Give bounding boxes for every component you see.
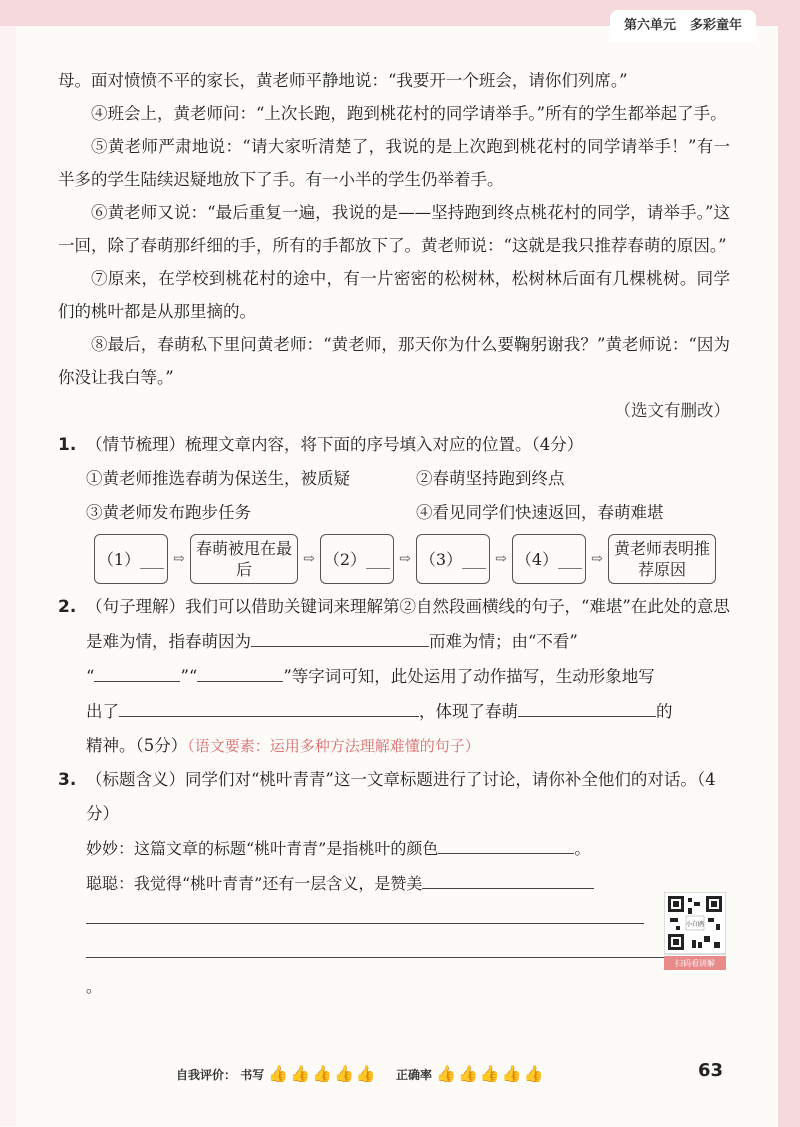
option-2: ②春萌坚持跑到终点 <box>416 469 565 488</box>
flow-step-fall-behind: 春萌被甩在最后 <box>190 534 298 584</box>
question-1 <box>58 428 730 462</box>
right-decor-bar <box>778 0 800 1127</box>
flow-step-explain: 黄老师表明推荐原因 <box>608 534 716 584</box>
plot-flow-diagram <box>94 534 730 584</box>
self-eval-label: 自我评价： <box>176 1068 237 1082</box>
self-evaluation <box>176 1064 560 1083</box>
question-2 <box>58 590 730 763</box>
question-2-text: ，体现了春萌 <box>419 702 518 721</box>
left-margin-decor <box>0 26 16 1126</box>
dialogue-miaomiao <box>86 831 730 866</box>
unit-label: 第六单元 <box>623 18 676 33</box>
answer-blank[interactable] <box>119 694 419 717</box>
answer-blank[interactable] <box>251 624 429 647</box>
dialogue-text: 。 <box>574 839 591 858</box>
answer-blank[interactable] <box>422 866 594 889</box>
question-2-text: “ <box>86 667 95 686</box>
page-number: 63 <box>698 1060 724 1081</box>
writing-label: 书写 <box>240 1068 265 1082</box>
passage-paragraph-6: ⑥黄老师又说：“最后重复一遍，我说的是——坚持跑到终点桃花村的同学，请举手。”这一回，除了春萌那纤细的手，所有的手都放下了。黄老师说：“这就是我只推荐春萌的原因。” <box>58 203 730 255</box>
question-2-text: 精神。（5分） <box>86 736 188 755</box>
arrow-icon: ⇨ <box>303 551 315 567</box>
unit-title: 多彩童年 <box>689 18 742 33</box>
answer-blank[interactable] <box>438 831 574 854</box>
answer-line[interactable] <box>86 901 644 924</box>
thumbs-icon[interactable]: 👍👍👍👍👍 <box>436 1064 546 1083</box>
answer-blank[interactable] <box>94 659 180 682</box>
question-2-text: 的 <box>656 702 673 721</box>
passage-paragraph-5: ⑤黄老师严肃地说：“请大家听清楚了，我说的是上次跑到桃花村的同学请举手！”有一半多的学生陆续迟疑地放下了手。有一小半的学生仍举着手。 <box>58 137 730 189</box>
source-note: （选文有删改） <box>614 401 730 420</box>
dialogue-text: 妙妙：这篇文章的标题“桃叶青青”是指桃叶的颜色 <box>86 839 439 858</box>
option-1: ①黄老师推选春萌为保送生，被质疑 <box>86 469 350 488</box>
question-1-number: 1. <box>58 435 77 455</box>
accuracy-label: 正确率 <box>396 1068 433 1082</box>
passage-paragraph-cont: 母。面对愤愤不平的家长，黄老师平静地说：“我要开一个班会，请你们列席。” <box>58 71 628 90</box>
dialogue-text: 。 <box>86 977 103 996</box>
skill-hint: （语文要素：运用多种方法理解难懂的句子） <box>187 737 480 755</box>
flow-blank-2[interactable]: （2）___ <box>320 534 394 584</box>
qr-label: 扫码看讲解 <box>675 959 715 968</box>
question-2-text: 而难为情；由“不看” <box>429 632 578 651</box>
question-3 <box>58 763 730 831</box>
answer-line[interactable] <box>86 935 718 958</box>
question-2-text: 出了 <box>86 702 119 721</box>
flow-blank-3[interactable]: （3）___ <box>416 534 490 584</box>
dialogue-text: 聪聪：我觉得“桃叶青青”还有一层含义，是赞美 <box>86 874 423 893</box>
question-3-number: 3. <box>58 770 77 790</box>
question-1-stem: （情节梳理）梳理文章内容，将下面的序号填入对应的位置。（4分） <box>86 435 584 454</box>
question-2-text: （句子理解）我们可以借助关键词来理解第②自然段画横线的句子，“难堪”在此处的意思是难为情，指春萌因为 <box>86 597 730 651</box>
flow-blank-1[interactable]: （1）___ <box>94 534 168 584</box>
passage-paragraph-4: ④班会上，黄老师问：“上次长跑，跑到桃花村的同学请举手。”所有的学生都举起了手。 <box>91 104 727 123</box>
arrow-icon: ⇨ <box>399 551 411 567</box>
answer-blank[interactable] <box>197 659 283 682</box>
passage-paragraph-7: ⑦原来，在学校到桃花村的途中，有一片密密的松树林，松树林后面有几棵桃树。同学们的桃叶都是从那里摘的。 <box>58 269 730 321</box>
passage-paragraph-8: ⑧最后，春萌私下里问黄老师：“黄老师，那天你为什么要鞠躬谢我？”黄老师说：“因为你没让我白等。” <box>58 335 730 387</box>
question-2-number: 2. <box>58 597 77 617</box>
question-3-stem: （标题含义）同学们对“桃叶青青”这一文章标题进行了讨论，请你补全他们的对话。（4分） <box>86 770 716 823</box>
arrow-icon: ⇨ <box>591 551 603 567</box>
qr-code[interactable] <box>664 892 726 972</box>
option-4: ④看见同学们快速返回，春萌难堪 <box>416 503 664 522</box>
question-2-text: ”“ <box>180 667 198 686</box>
unit-header <box>610 10 756 42</box>
arrow-icon: ⇨ <box>495 551 507 567</box>
dialogue-congcong <box>86 866 730 901</box>
question-2-text: ”等字词可知，此处运用了动作描写，生动形象地写 <box>283 667 655 686</box>
thumbs-icon[interactable]: 👍👍👍👍👍 <box>268 1064 378 1083</box>
answer-blank[interactable] <box>518 694 656 717</box>
arrow-icon: ⇨ <box>173 551 185 567</box>
flow-blank-4[interactable]: （4）___ <box>512 534 586 584</box>
option-3: ③黄老师发布跑步任务 <box>86 503 251 522</box>
page-content <box>58 64 730 996</box>
question-1-options <box>86 462 730 530</box>
qr-center-label: 小白鸥 <box>685 921 705 928</box>
